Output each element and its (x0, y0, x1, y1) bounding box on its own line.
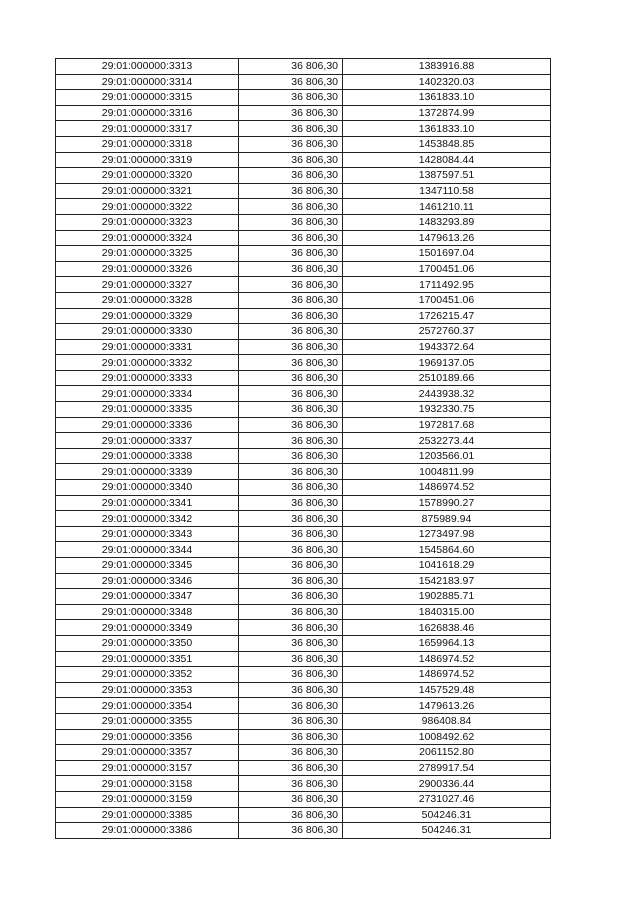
table-row (56, 324, 551, 340)
table-row (56, 90, 551, 106)
cadastral-value-cell: 2061152.80 (343, 745, 551, 761)
cadastral-number-cell: 29:01:000000:3325 (56, 246, 239, 262)
table-row (56, 355, 551, 371)
cadastral-number-cell: 29:01:000000:3346 (56, 573, 239, 589)
cadastral-number-cell: 29:01:000000:3337 (56, 433, 239, 449)
cadastral-number-cell: 29:01:000000:3333 (56, 370, 239, 386)
area-cell: 36 806,30 (239, 308, 343, 324)
area-cell: 36 806,30 (239, 729, 343, 745)
cadastral-number-cell: 29:01:000000:3357 (56, 745, 239, 761)
area-cell: 36 806,30 (239, 339, 343, 355)
area-cell: 36 806,30 (239, 214, 343, 230)
table-row (56, 573, 551, 589)
area-cell: 36 806,30 (239, 230, 343, 246)
cadastral-value-cell: 1700451.06 (343, 261, 551, 277)
cadastral-number-cell: 29:01:000000:3315 (56, 90, 239, 106)
area-cell: 36 806,30 (239, 635, 343, 651)
cadastral-number-cell: 29:01:000000:3334 (56, 386, 239, 402)
area-cell: 36 806,30 (239, 776, 343, 792)
area-cell: 36 806,30 (239, 417, 343, 433)
area-cell: 36 806,30 (239, 121, 343, 137)
area-cell: 36 806,30 (239, 464, 343, 480)
table-row (56, 277, 551, 293)
table-row (56, 417, 551, 433)
cadastral-value-cell: 1461210.11 (343, 199, 551, 215)
area-cell: 36 806,30 (239, 604, 343, 620)
cadastral-number-cell: 29:01:000000:3332 (56, 355, 239, 371)
cadastral-value-cell: 1361833.10 (343, 121, 551, 137)
cadastral-value-cell: 2443938.32 (343, 386, 551, 402)
cadastral-value-cell: 1483293.89 (343, 214, 551, 230)
cadastral-number-cell: 29:01:000000:3328 (56, 292, 239, 308)
cadastral-number-cell: 29:01:000000:3159 (56, 791, 239, 807)
cadastral-value-cell: 1457529.48 (343, 682, 551, 698)
cadastral-value-cell: 1361833.10 (343, 90, 551, 106)
table-row (56, 480, 551, 496)
cadastral-number-cell: 29:01:000000:3340 (56, 480, 239, 496)
area-cell: 36 806,30 (239, 713, 343, 729)
cadastral-value-cell: 1902885.71 (343, 589, 551, 605)
cadastral-number-cell: 29:01:000000:3335 (56, 402, 239, 418)
area-cell: 36 806,30 (239, 402, 343, 418)
table-row (56, 745, 551, 761)
cadastral-value-cell: 1840315.00 (343, 604, 551, 620)
area-cell: 36 806,30 (239, 667, 343, 683)
table-row (56, 152, 551, 168)
area-cell: 36 806,30 (239, 433, 343, 449)
area-cell: 36 806,30 (239, 589, 343, 605)
cadastral-number-cell: 29:01:000000:3353 (56, 682, 239, 698)
cadastral-number-cell: 29:01:000000:3314 (56, 74, 239, 90)
cadastral-number-cell: 29:01:000000:3348 (56, 604, 239, 620)
table-row (56, 214, 551, 230)
cadastral-value-cell: 2789917.54 (343, 760, 551, 776)
cadastral-value-cell: 1479613.26 (343, 698, 551, 714)
cadastral-value-cell: 1545864.60 (343, 542, 551, 558)
table-row (56, 526, 551, 542)
area-cell: 36 806,30 (239, 90, 343, 106)
cadastral-value-cell: 1932330.75 (343, 402, 551, 418)
cadastral-value-cell: 1387597.51 (343, 168, 551, 184)
table-row (56, 183, 551, 199)
cadastral-value-cell: 1972817.68 (343, 417, 551, 433)
table-row (56, 807, 551, 823)
cadastral-value-cell: 1273497.98 (343, 526, 551, 542)
table-row (56, 823, 551, 839)
cadastral-number-cell: 29:01:000000:3345 (56, 558, 239, 574)
cadastral-number-cell: 29:01:000000:3352 (56, 667, 239, 683)
area-cell: 36 806,30 (239, 682, 343, 698)
table-row (56, 121, 551, 137)
cadastral-number-cell: 29:01:000000:3313 (56, 59, 239, 75)
cadastral-number-cell: 29:01:000000:3316 (56, 105, 239, 121)
cadastral-value-cell: 1486974.52 (343, 480, 551, 496)
table-row (56, 495, 551, 511)
area-cell: 36 806,30 (239, 823, 343, 839)
cadastral-number-cell: 29:01:000000:3354 (56, 698, 239, 714)
area-cell: 36 806,30 (239, 136, 343, 152)
cadastral-number-cell: 29:01:000000:3341 (56, 495, 239, 511)
cadastral-number-cell: 29:01:000000:3320 (56, 168, 239, 184)
cadastral-number-cell: 29:01:000000:3321 (56, 183, 239, 199)
table-row (56, 713, 551, 729)
table-row (56, 136, 551, 152)
cadastral-value-cell: 2731027.46 (343, 791, 551, 807)
cadastral-value-cell: 1479613.26 (343, 230, 551, 246)
table-row (56, 604, 551, 620)
cadastral-number-cell: 29:01:000000:3349 (56, 620, 239, 636)
cadastral-value-cell: 1428084.44 (343, 152, 551, 168)
table-row (56, 776, 551, 792)
cadastral-value-cell: 1969137.05 (343, 355, 551, 371)
table-body (56, 59, 551, 839)
cadastral-value-cell: 1659964.13 (343, 635, 551, 651)
area-cell: 36 806,30 (239, 791, 343, 807)
cadastral-number-cell: 29:01:000000:3329 (56, 308, 239, 324)
cadastral-number-cell: 29:01:000000:3342 (56, 511, 239, 527)
cadastral-number-cell: 29:01:000000:3331 (56, 339, 239, 355)
table-row (56, 308, 551, 324)
document-page (55, 58, 550, 839)
area-cell: 36 806,30 (239, 480, 343, 496)
area-cell: 36 806,30 (239, 651, 343, 667)
cadastral-number-cell: 29:01:000000:3350 (56, 635, 239, 651)
cadastral-number-cell: 29:01:000000:3322 (56, 199, 239, 215)
cadastral-number-cell: 29:01:000000:3318 (56, 136, 239, 152)
table-row (56, 620, 551, 636)
cadastral-number-cell: 29:01:000000:3158 (56, 776, 239, 792)
table-row (56, 339, 551, 355)
cadastral-value-cell: 1486974.52 (343, 667, 551, 683)
cadastral-value-cell: 1700451.06 (343, 292, 551, 308)
cadastral-value-cell: 1372874.99 (343, 105, 551, 121)
table-row (56, 542, 551, 558)
area-cell: 36 806,30 (239, 386, 343, 402)
area-cell: 36 806,30 (239, 745, 343, 761)
area-cell: 36 806,30 (239, 105, 343, 121)
table-row (56, 292, 551, 308)
area-cell: 36 806,30 (239, 573, 343, 589)
cadastral-value-cell: 1004811.99 (343, 464, 551, 480)
cadastral-number-cell: 29:01:000000:3319 (56, 152, 239, 168)
cadastral-number-cell: 29:01:000000:3338 (56, 448, 239, 464)
table-row (56, 386, 551, 402)
cadastral-value-cell: 1626838.46 (343, 620, 551, 636)
area-cell: 36 806,30 (239, 698, 343, 714)
table-row (56, 199, 551, 215)
cadastral-number-cell: 29:01:000000:3351 (56, 651, 239, 667)
cadastral-number-cell: 29:01:000000:3336 (56, 417, 239, 433)
area-cell: 36 806,30 (239, 542, 343, 558)
cadastral-number-cell: 29:01:000000:3324 (56, 230, 239, 246)
cadastral-number-cell: 29:01:000000:3385 (56, 807, 239, 823)
area-cell: 36 806,30 (239, 277, 343, 293)
cadastral-value-cell: 2510189.66 (343, 370, 551, 386)
cadastral-value-cell: 1402320.03 (343, 74, 551, 90)
cadastral-number-cell: 29:01:000000:3343 (56, 526, 239, 542)
table-row (56, 791, 551, 807)
table-row (56, 168, 551, 184)
area-cell: 36 806,30 (239, 74, 343, 90)
cadastral-number-cell: 29:01:000000:3317 (56, 121, 239, 137)
cadastral-value-cell: 504246.31 (343, 823, 551, 839)
area-cell: 36 806,30 (239, 807, 343, 823)
area-cell: 36 806,30 (239, 324, 343, 340)
table-row (56, 105, 551, 121)
table-row (56, 370, 551, 386)
cadastral-value-cell: 2532273.44 (343, 433, 551, 449)
area-cell: 36 806,30 (239, 261, 343, 277)
table-row (56, 589, 551, 605)
cadastral-value-cell: 1501697.04 (343, 246, 551, 262)
area-cell: 36 806,30 (239, 355, 343, 371)
area-cell: 36 806,30 (239, 59, 343, 75)
cadastral-value-cell: 1943372.64 (343, 339, 551, 355)
table-row (56, 682, 551, 698)
cadastral-value-cell: 986408.84 (343, 713, 551, 729)
area-cell: 36 806,30 (239, 183, 343, 199)
cadastral-value-cell: 2900336.44 (343, 776, 551, 792)
cadastral-number-cell: 29:01:000000:3327 (56, 277, 239, 293)
table-row (56, 667, 551, 683)
cadastral-value-cell: 1008492.62 (343, 729, 551, 745)
cadastral-value-table (55, 58, 551, 839)
cadastral-number-cell: 29:01:000000:3355 (56, 713, 239, 729)
area-cell: 36 806,30 (239, 558, 343, 574)
cadastral-number-cell: 29:01:000000:3157 (56, 760, 239, 776)
table-row (56, 464, 551, 480)
table-row (56, 246, 551, 262)
table-row (56, 59, 551, 75)
area-cell: 36 806,30 (239, 292, 343, 308)
table-row (56, 760, 551, 776)
cadastral-value-cell: 1578990.27 (343, 495, 551, 511)
area-cell: 36 806,30 (239, 370, 343, 386)
area-cell: 36 806,30 (239, 511, 343, 527)
area-cell: 36 806,30 (239, 620, 343, 636)
cadastral-value-cell: 875989.94 (343, 511, 551, 527)
cadastral-value-cell: 504246.31 (343, 807, 551, 823)
area-cell: 36 806,30 (239, 526, 343, 542)
table-row (56, 698, 551, 714)
cadastral-value-cell: 1486974.52 (343, 651, 551, 667)
area-cell: 36 806,30 (239, 168, 343, 184)
table-row (56, 558, 551, 574)
cadastral-number-cell: 29:01:000000:3344 (56, 542, 239, 558)
area-cell: 36 806,30 (239, 199, 343, 215)
table-row (56, 729, 551, 745)
cadastral-number-cell: 29:01:000000:3330 (56, 324, 239, 340)
area-cell: 36 806,30 (239, 495, 343, 511)
table-row (56, 635, 551, 651)
cadastral-value-cell: 1542183.97 (343, 573, 551, 589)
table-row (56, 511, 551, 527)
area-cell: 36 806,30 (239, 760, 343, 776)
cadastral-number-cell: 29:01:000000:3356 (56, 729, 239, 745)
cadastral-value-cell: 1453848.85 (343, 136, 551, 152)
cadastral-value-cell: 1711492.95 (343, 277, 551, 293)
cadastral-value-cell: 1041618.29 (343, 558, 551, 574)
cadastral-number-cell: 29:01:000000:3323 (56, 214, 239, 230)
cadastral-value-cell: 1203566.01 (343, 448, 551, 464)
cadastral-number-cell: 29:01:000000:3326 (56, 261, 239, 277)
table-row (56, 448, 551, 464)
table-row (56, 651, 551, 667)
table-row (56, 261, 551, 277)
cadastral-value-cell: 1726215.47 (343, 308, 551, 324)
cadastral-value-cell: 2572760.37 (343, 324, 551, 340)
cadastral-value-cell: 1383916.88 (343, 59, 551, 75)
cadastral-number-cell: 29:01:000000:3339 (56, 464, 239, 480)
table-row (56, 230, 551, 246)
cadastral-number-cell: 29:01:000000:3386 (56, 823, 239, 839)
table-row (56, 402, 551, 418)
cadastral-number-cell: 29:01:000000:3347 (56, 589, 239, 605)
area-cell: 36 806,30 (239, 448, 343, 464)
area-cell: 36 806,30 (239, 246, 343, 262)
table-row (56, 74, 551, 90)
table-row (56, 433, 551, 449)
area-cell: 36 806,30 (239, 152, 343, 168)
cadastral-value-cell: 1347110.58 (343, 183, 551, 199)
